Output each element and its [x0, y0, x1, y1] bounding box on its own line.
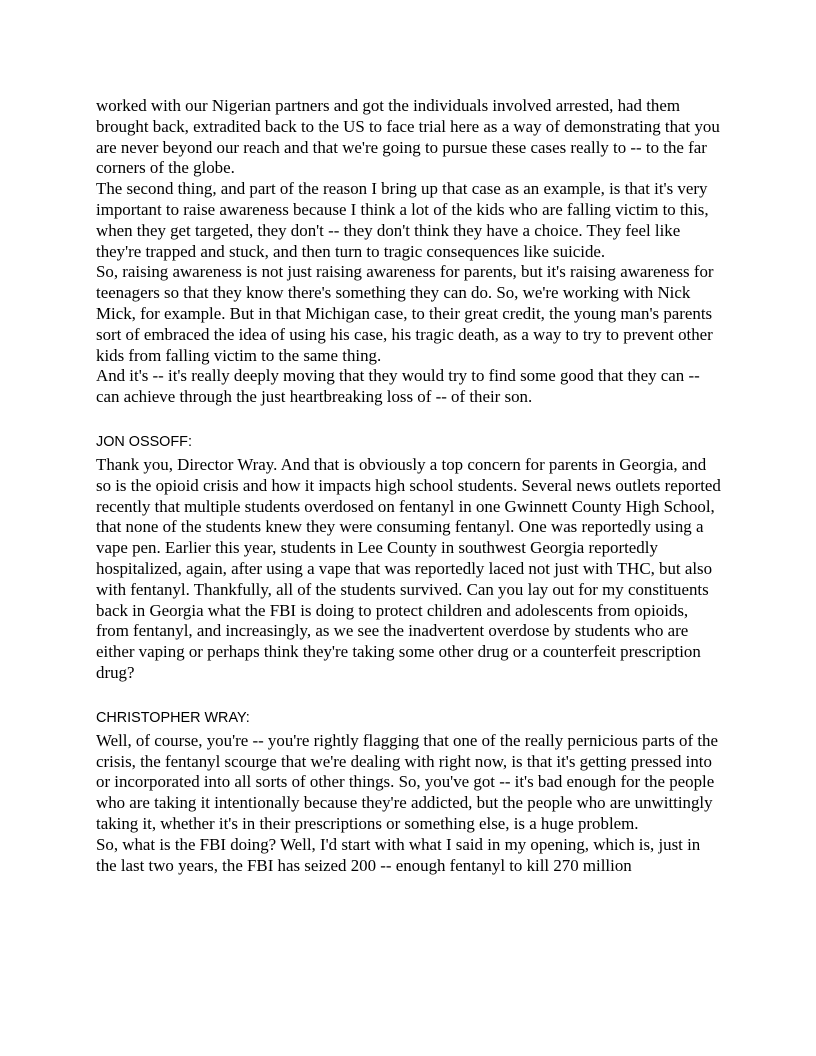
speaker-section-wray [96, 709, 724, 877]
speaker-name: JON OSSOFF: [96, 433, 192, 450]
paragraph: So, raising awareness is not just raising awareness for parents, but it's raising awareness for teenagers so that they know there's something they can do. So, we're working with Nick Mick, for example. But in that Michigan case, to their great credit, the young man's parents sort of embraced the idea of using his case, his tragic death, as a way to try to prevent other kids from falling victim to the same thing. [96, 262, 714, 365]
paragraph: The second thing, and part of the reason I bring up that case as an example, is that it's very important to raise awareness because I think a lot of the kids who are falling victim to this, when they get targeted, they don't -- they don't think they have a choice. They feel like they're trapped and stuck, and then turn to tragic consequences like suicide. [96, 179, 709, 261]
paragraph: Well, of course, you're -- you're rightly flagging that one of the really pernicious parts of the crisis, the fentanyl scourge that we're dealing with right now, is that it's getting pressed into or incorporated into all sorts of other things. So, you've got -- it's bad enough for the people who are taking it intentionally because they're addicted, but the people who are unwittingly taking it, whether it's in their prescriptions or something else, is a huge problem. [96, 730, 718, 833]
paragraph: So, what is the FBI doing? Well, I'd start with what I said in my opening, which is, just in the last two years, the FBI has seized 200 -- enough fentanyl to kill 270 million [96, 834, 701, 875]
continuation-block [96, 96, 724, 408]
speaker-name: CHRISTOPHER WRAY: [96, 709, 250, 726]
speaker-section-ossoff [96, 433, 724, 684]
paragraph: And it's -- it's really deeply moving that they would try to find some good that they can -- can achieve through the just heartbreaking loss of -- of their son. [96, 366, 700, 407]
paragraph: worked with our Nigerian partners and got the individuals involved arrested, had them brought back, extradited back to the US to face trial here as a way of demonstrating that you are never beyond our reach and that we're going to pursue these cases really to -- to the far corners of the globe. [96, 96, 720, 178]
transcript-page [96, 96, 724, 876]
paragraph: Thank you, Director Wray. And that is obviously a top concern for parents in Georgia, and so is the opioid crisis and how it impacts high school students. Several news outlets reported recently that multiple students overdosed on fentanyl in one Gwinnett County High School, that none of the students knew they were consuming fentanyl. One was reportedly using a vape pen. Earlier this year, students in Lee County in southwest Georgia reportedly hospitalized, again, after using a vape that was reportedly laced not just with THC, but also with fentanyl. Thankfully, all of the students survived. Can you lay out for my constituents back in Georgia what the FBI is doing to protect children and adolescents from opioids, from fentanyl, and increasingly, as we see the inadvertent overdose by students who are either vaping or perhaps think they're taking some other drug or a counterfeit prescription drug? [96, 454, 721, 682]
